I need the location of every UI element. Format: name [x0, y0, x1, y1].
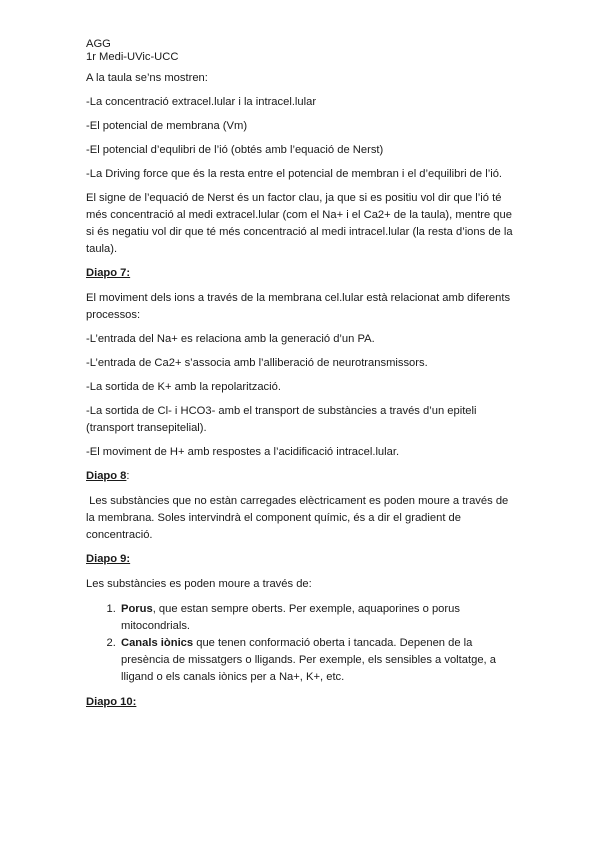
term-porus: Porus	[121, 603, 153, 615]
diapo-7-intro: El moviment dels ions a través de la membrana cel.lular està relacionat amb diferents processos:	[86, 292, 511, 321]
bullet-concentration: -La concentració extracel.lular i la intracel.lular	[86, 96, 317, 108]
diapo-7-heading: Diapo 7:	[86, 267, 131, 279]
term-canals-ionics: Canals iònics	[121, 637, 194, 649]
diapo-9-heading: Diapo 9:	[86, 553, 131, 565]
bullet-driving-force: -La Driving force que és la resta entre el potencial de membran i el d’equilibri de l’ió.	[86, 168, 503, 180]
list-item-canals	[119, 635, 516, 686]
bullet-equilibrium-potential: -El potencial d’equlibri de l’ió (obtés amb l’equació de Nerst)	[86, 144, 384, 156]
nerst-paragraph: El signe de l’equació de Nerst és un factor clau, ja que si es positiu vol dir que l’ió té més concentració al medi extracel.lular (com el Na+ i el Ca2+ de la taula), mentre que si és negatiu vol dir que té més concentració al medi intracel.lular (la resta d’ions de la taula).	[86, 192, 513, 255]
canals-description: que tenen conformació oberta i tancada. Depenen de la presència de missatgers o lligands. Per exemple, els sensibles a voltatge, a lligand o els canals iònics per a Na+, K+, etc.	[121, 637, 496, 683]
intro-text: A la taula se’ns mostren:	[86, 72, 208, 84]
diapo-8-heading: Diapo 8	[86, 470, 127, 482]
diapo-7-item-na: -L’entrada del Na+ es relaciona amb la generació d’un PA.	[86, 333, 375, 345]
porus-description: , que estan sempre oberts. Per exemple, aquaporines o porus mitocondrials.	[121, 603, 460, 632]
diapo-8-colon: :	[126, 470, 130, 482]
diapo-7-item-cl: -La sortida de Cl- i HCO3- amb el transport de substàncies a través d’un epiteli (transport transepitelial).	[86, 405, 477, 434]
diapo-8-text: Les substàncies que no estàn carregades elèctricament es poden moure a través de la membrana. Soles intervindrà el component químic, és a dir el gradient de concentració.	[86, 495, 512, 541]
author-initials: AGG	[86, 38, 111, 50]
bullet-membrane-potential: -El potencial de membrana (Vm)	[86, 120, 248, 132]
diapo-7-item-h: -El moviment de H+ amb respostes a l’acidificació intracel.lular.	[86, 446, 400, 458]
course-label: 1r Medi-UVic-UCC	[86, 51, 179, 63]
diapo-8-heading-line	[86, 468, 516, 485]
list-item-porus	[119, 601, 516, 635]
diapo-7-item-ca: -L’entrada de Ca2+ s’associa amb l’alliberació de neurotransmissors.	[86, 357, 428, 369]
document-page	[86, 38, 516, 719]
diapo-7-item-k: -La sortida de K+ amb la repolarització.	[86, 381, 281, 393]
diapo-10-heading: Diapo 10:	[86, 696, 137, 708]
diapo-9-intro: Les substàncies es poden moure a través de:	[86, 578, 312, 590]
diapo-9-list	[86, 601, 516, 686]
